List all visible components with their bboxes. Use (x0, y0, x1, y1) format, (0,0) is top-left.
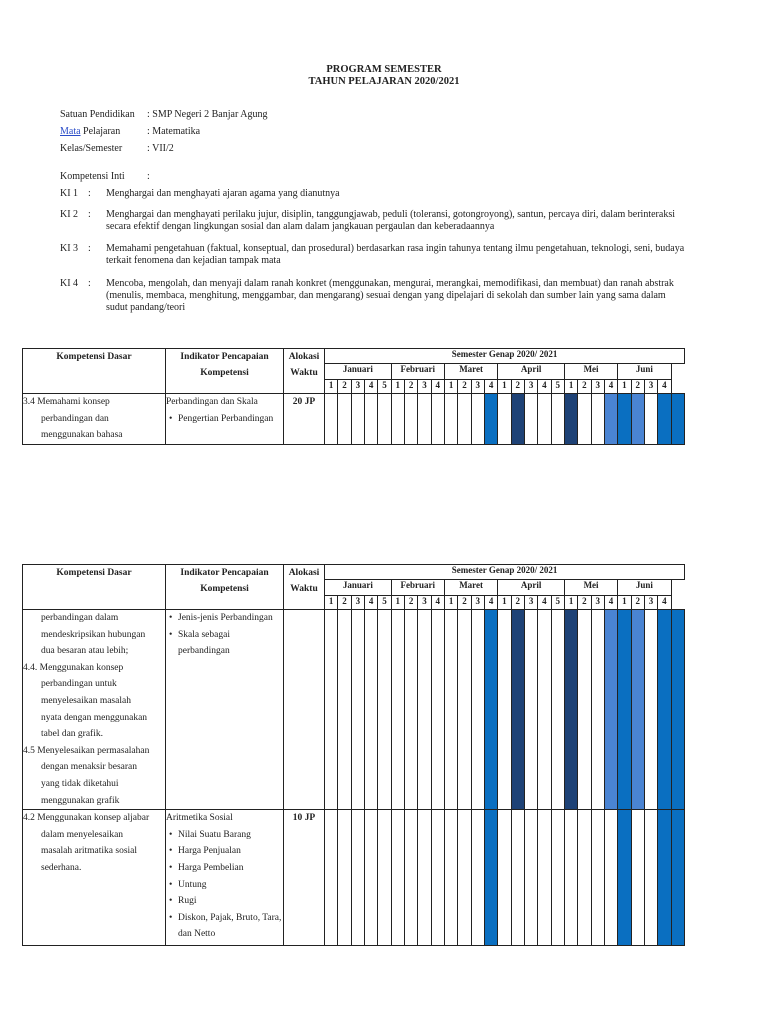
kd-cell (23, 394, 166, 445)
kd-line: mendeskripsikan hubungan (41, 629, 146, 640)
week-cell (351, 610, 364, 810)
week-cell (351, 810, 364, 946)
mapel-label-rest: Pelajaran (80, 126, 121, 137)
week-cell (364, 610, 377, 810)
kd-line: dua besaran atau lebih; (41, 646, 129, 657)
ki4-code: KI 4 (60, 278, 79, 289)
week-cell (644, 610, 657, 810)
header-week: 3 (524, 596, 537, 610)
header-week: 1 (444, 596, 457, 610)
kd-line: menggunakan bahasa (41, 430, 123, 441)
week-cell (471, 394, 484, 445)
header-week: 4 (484, 596, 497, 610)
header-week: 3 (591, 596, 604, 610)
week-cell (458, 810, 471, 946)
header-week: 2 (458, 596, 471, 610)
kd-line: 4.5 Menyelesaikan permasalahan (23, 745, 150, 756)
header-week: 5 (551, 596, 564, 610)
header-week: 3 (644, 380, 657, 394)
week-cell (378, 610, 391, 810)
kd-line: perbandingan dalam (41, 613, 119, 623)
week-cell-filled (658, 610, 671, 810)
indikator-cell (166, 810, 284, 946)
week-cell (524, 394, 537, 445)
ki3-text: Memahami pengetahuan (faktual, konseptual, dan prosedural) berdasarkan rasa ingin tahunya tentang ilmu pengetahuan, teknologi, seni, budaya terkait fenomena dan kejadian tampak mata (106, 243, 685, 266)
kd-line: yang tidak diketahui (41, 778, 119, 789)
kd-line: menyelesaikan masalah (41, 695, 131, 706)
header-week: 1 (564, 596, 577, 610)
week-cell (538, 810, 551, 946)
header-week: 2 (511, 596, 524, 610)
week-cell (404, 610, 417, 810)
indikator-item: • Nilai Suatu Barang (178, 827, 283, 844)
kd-cell (23, 810, 166, 946)
kd-line: perbandingan dan (41, 413, 109, 424)
kd-line: dalam menyelesaikan (41, 829, 124, 840)
header-month: Januari (325, 580, 392, 596)
header-month: Juni (618, 364, 671, 380)
header-week: 4 (658, 596, 671, 610)
week-cell-filled (618, 394, 631, 445)
week-cell-filled (484, 394, 497, 445)
week-cell (338, 394, 351, 445)
week-cell (338, 810, 351, 946)
header-week: 1 (444, 380, 457, 394)
header-month: April (498, 580, 565, 596)
indikator-list (166, 411, 283, 428)
week-cell (338, 610, 351, 810)
header-week: 3 (644, 596, 657, 610)
header-week: 3 (418, 380, 431, 394)
header-month: Februari (391, 580, 444, 596)
week-cell (325, 610, 338, 810)
header-semester: Semester Genap 2020/ 2021 (325, 349, 685, 364)
week-cell-filled (604, 394, 617, 445)
week-cell (431, 610, 444, 810)
header-month: Februari (391, 364, 444, 380)
week-cell (325, 394, 338, 445)
indikator-title: Aritmetika Sosial (166, 813, 233, 824)
week-cell-filled (604, 610, 617, 810)
week-cell (644, 394, 657, 445)
week-cell-filled (671, 394, 685, 445)
alokasi-cell (284, 610, 325, 810)
header-week: 5 (378, 380, 391, 394)
header-month: Maret (444, 580, 497, 596)
header-week: 2 (631, 596, 644, 610)
week-cell (471, 610, 484, 810)
week-cell-filled (511, 394, 524, 445)
week-cell-filled (658, 394, 671, 445)
header-month: Maret (444, 364, 497, 380)
header-month: Mei (564, 364, 617, 380)
kd-line: menggunakan grafik (41, 795, 120, 806)
week-cell (644, 810, 657, 946)
week-cell-filled (484, 610, 497, 810)
header-week: 3 (591, 380, 604, 394)
header-month: April (498, 364, 565, 380)
ki2-code: KI 2 (60, 209, 79, 220)
week-cell (551, 610, 564, 810)
indikator-item: • Skala sebagai perbandingan (178, 627, 283, 660)
header-month: Mei (564, 580, 617, 596)
header-week: 4 (484, 380, 497, 394)
header-week: 2 (631, 380, 644, 394)
indikator-item: • Diskon, Pajak, Bruto, Tara, dan Netto (178, 910, 283, 943)
mapel-label (60, 126, 120, 137)
header-week: 2 (578, 380, 591, 394)
header-alokasi: Alokasi Waktu (284, 565, 325, 610)
week-cell (391, 610, 404, 810)
week-cell (524, 810, 537, 946)
indikator-list (166, 610, 283, 660)
week-cell-filled (511, 610, 524, 810)
week-cell (431, 394, 444, 445)
indikator-title: Perbandingan dan Skala (166, 397, 258, 407)
week-cell (404, 394, 417, 445)
kd-line: dengan menaksir besaran (41, 762, 138, 773)
page-title: PROGRAM SEMESTER (326, 64, 442, 75)
week-cell (498, 394, 511, 445)
header-week: 2 (404, 596, 417, 610)
week-cell (418, 610, 431, 810)
alokasi-cell: 10 JP (284, 810, 325, 946)
week-cell (431, 810, 444, 946)
week-cell (364, 810, 377, 946)
week-cell-filled (631, 394, 644, 445)
ki3-code: KI 3 (60, 243, 79, 254)
indikator-item: • Jenis-jenis Perbandingan (178, 610, 283, 627)
indikator-item: • Pengertian Perbandingan (178, 411, 283, 428)
kd-line: 4.2 Menggunakan konsep aljabar (23, 813, 150, 824)
header-month: Juni (618, 580, 671, 596)
header-week: 1 (391, 380, 404, 394)
week-cell-filled (484, 810, 497, 946)
header-week: 1 (498, 380, 511, 394)
week-cell-filled (658, 810, 671, 946)
header-week: 4 (538, 380, 551, 394)
header-indikator: Indikator Pencapaian Kompetensi (166, 565, 284, 610)
week-cell (325, 810, 338, 946)
kd-line: tabel dan grafik. (41, 729, 103, 740)
header-week: 4 (431, 596, 444, 610)
week-cell (458, 394, 471, 445)
week-cell (444, 394, 457, 445)
header-week: 4 (604, 596, 617, 610)
week-cell (458, 610, 471, 810)
header-week: 2 (338, 380, 351, 394)
week-cell (591, 810, 604, 946)
header-indikator: Indikator Pencapaian Kompetensi (166, 349, 284, 394)
ki1-colon: : (88, 188, 91, 199)
header-semester: Semester Genap 2020/ 2021 (325, 565, 685, 580)
kd-cell (23, 610, 166, 810)
header-week: 1 (618, 380, 631, 394)
week-cell (418, 394, 431, 445)
week-cell (524, 610, 537, 810)
ki1-text: Menghargai dan menghayati ajaran agama yang dianutnya (106, 188, 340, 199)
week-cell (351, 394, 364, 445)
header-week: 2 (578, 596, 591, 610)
week-cell-filled (631, 610, 644, 810)
header-week: 4 (538, 596, 551, 610)
satuan-value: : SMP Negeri 2 Banjar Agung (147, 109, 268, 120)
week-cell (564, 810, 577, 946)
header-week: 1 (325, 380, 338, 394)
week-cell (511, 810, 524, 946)
week-cell (578, 810, 591, 946)
week-cell (631, 810, 644, 946)
week-cell (578, 394, 591, 445)
ki1-code: KI 1 (60, 188, 79, 199)
satuan-label: Satuan Pendidikan (60, 109, 135, 120)
indikator-item: • Harga Pembelian (178, 860, 283, 877)
kd-line: 4.4. Menggunakan konsep (23, 662, 124, 673)
header-week: 3 (418, 596, 431, 610)
week-cell (551, 810, 564, 946)
kelas-value: : VII/2 (147, 143, 174, 154)
week-cell-filled (564, 394, 577, 445)
header-week: 3 (471, 380, 484, 394)
header-week: 4 (364, 596, 377, 610)
week-cell (391, 810, 404, 946)
week-cell-filled (618, 810, 631, 946)
header-week: 4 (431, 380, 444, 394)
header-week: 2 (511, 380, 524, 394)
alokasi-cell: 20 JP (284, 394, 325, 445)
week-cell (418, 810, 431, 946)
week-cell (378, 394, 391, 445)
week-cell (404, 810, 417, 946)
header-week: 3 (351, 596, 364, 610)
mapel-value: : Matematika (147, 126, 201, 137)
week-cell (444, 810, 457, 946)
week-cell-filled (671, 810, 685, 946)
week-cell-filled (671, 610, 685, 810)
header-week: 2 (404, 380, 417, 394)
week-cell (591, 394, 604, 445)
header-kompetensi-dasar: Kompetensi Dasar (23, 349, 166, 394)
header-week: 1 (391, 596, 404, 610)
week-cell-filled (618, 610, 631, 810)
indikator-item: • Rugi (178, 893, 283, 910)
week-cell-filled (564, 610, 577, 810)
indikator-list (166, 827, 283, 943)
ki-heading-colon: : (147, 171, 150, 182)
week-cell (551, 394, 564, 445)
kelas-label: Kelas/Semester (60, 143, 123, 154)
week-cell (378, 810, 391, 946)
header-kompetensi-dasar: Kompetensi Dasar (23, 565, 166, 610)
header-week: 1 (618, 596, 631, 610)
header-week: 5 (378, 596, 391, 610)
week-cell (538, 394, 551, 445)
header-week: 4 (604, 380, 617, 394)
week-cell (444, 610, 457, 810)
kd-line: perbandingan untuk (41, 679, 117, 690)
ki2-colon: : (88, 209, 91, 220)
header-month: Januari (325, 364, 392, 380)
kd-line: 3.4 Memahami konsep (23, 397, 110, 407)
week-cell (364, 394, 377, 445)
week-cell (498, 610, 511, 810)
week-cell (471, 810, 484, 946)
header-week: 4 (658, 380, 671, 394)
week-cell (498, 810, 511, 946)
week-cell (604, 810, 617, 946)
week-cell (538, 610, 551, 810)
header-week: 2 (458, 380, 471, 394)
header-week: 3 (351, 380, 364, 394)
header-week: 5 (551, 380, 564, 394)
page-subtitle: TAHUN PELAJARAN 2020/2021 (308, 76, 460, 87)
kd-line: nyata dengan menggunakan (41, 712, 148, 723)
header-week: 1 (325, 596, 338, 610)
header-alokasi: Alokasi Waktu (284, 349, 325, 394)
ki-heading: Kompetensi Inti (60, 171, 125, 182)
header-week: 4 (364, 380, 377, 394)
week-cell (591, 610, 604, 810)
ki4-text: Mencoba, mengolah, dan menyaji dalam ranah konkret (menggunakan, mengurai, merangkai, memodifikasi, dan membuat) dan ranah abstrak (menulis, membaca, menghitung, menggambar, dan mengarang) sesuai dengan yang dipelajari di sekolah dan sumber lain yang sama dalam sudut pandang/teori (106, 278, 674, 313)
header-week: 1 (564, 380, 577, 394)
kd-line: sederhana. (41, 862, 82, 873)
indikator-item: • Untung (178, 877, 283, 894)
indikator-cell (166, 394, 284, 445)
header-week: 3 (524, 380, 537, 394)
ki3-colon: : (88, 243, 91, 254)
program-semester-table-2 (22, 564, 685, 946)
indikator-cell (166, 610, 284, 810)
header-week: 1 (498, 596, 511, 610)
ki4-colon: : (88, 278, 91, 289)
mata-link[interactable]: Mata (60, 126, 81, 137)
program-semester-table-1 (22, 348, 685, 445)
header-week: 2 (338, 596, 351, 610)
week-cell (391, 394, 404, 445)
indikator-item: • Harga Penjualan (178, 843, 283, 860)
header-week: 3 (471, 596, 484, 610)
kd-line: masalah aritmatika sosial (41, 846, 138, 857)
week-cell (578, 610, 591, 810)
ki2-text: Menghargai dan menghayati perilaku jujur, disiplin, tanggungjawab, peduli (toleransi, gotongroyong), santun, percaya diri, dalam berinteraksi secara efektif dengan lingkungan sosial dan alam dalam jangkauan pergaulan dan keberadaannya (106, 209, 675, 232)
